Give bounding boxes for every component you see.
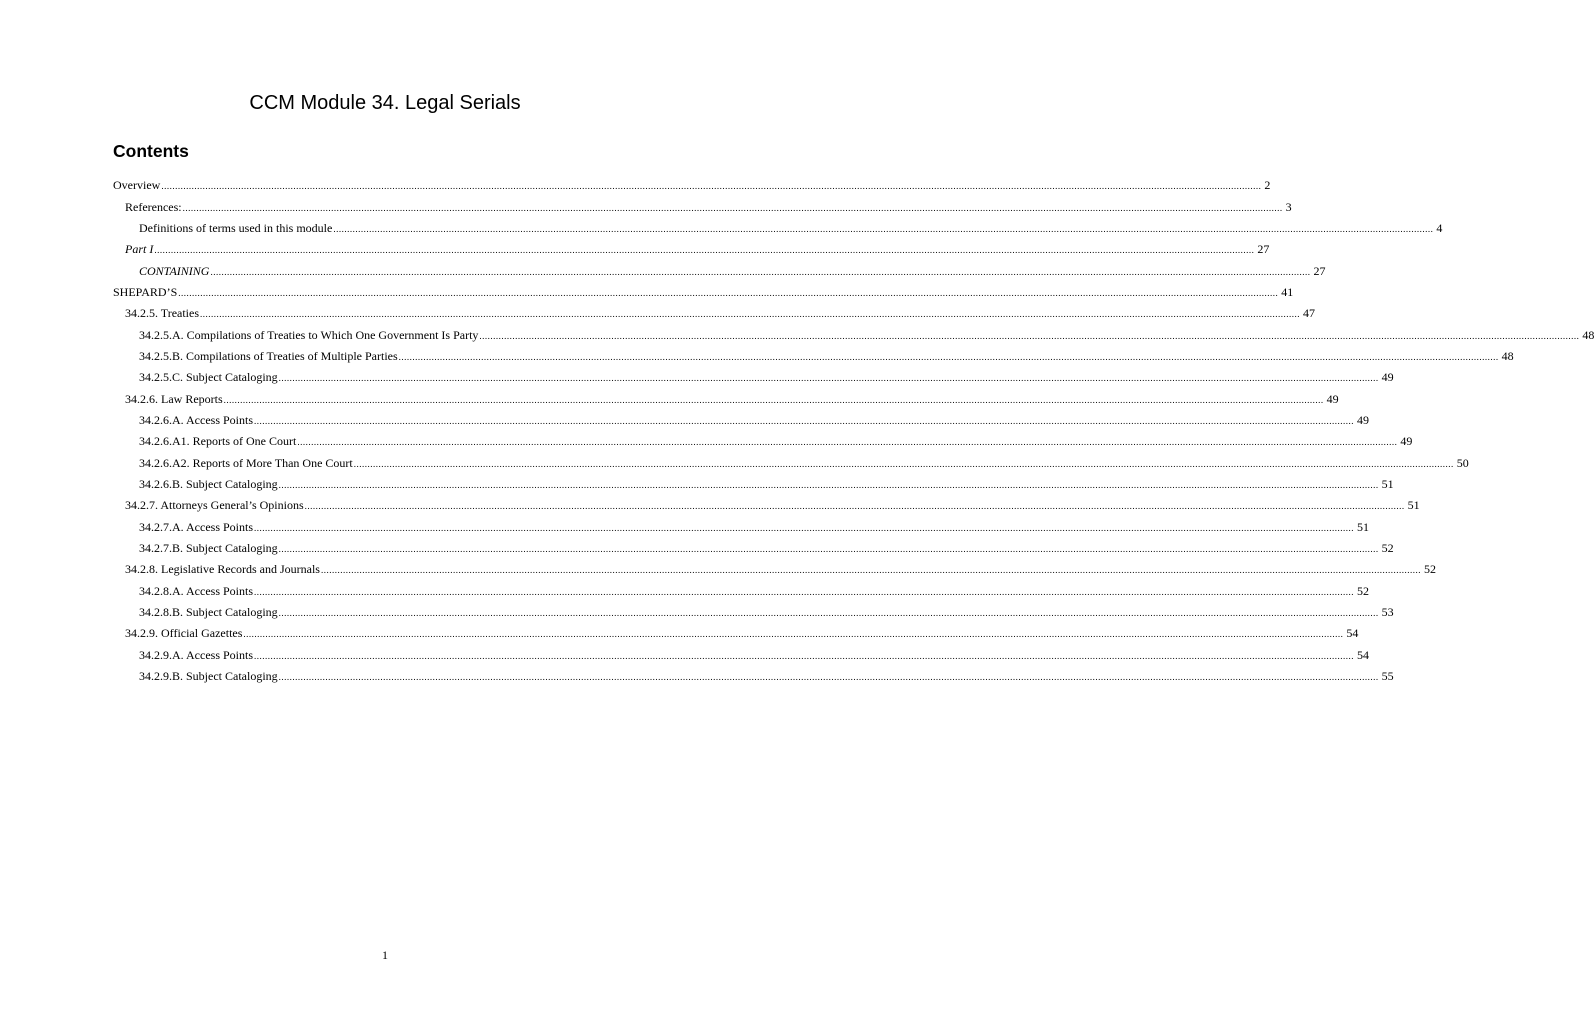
toc-entry-page[interactable]: 49 [1326,391,1339,406]
toc-entry-label[interactable]: 34.2.8. Legislative Records and Journals [125,562,320,577]
toc-entry[interactable] [0,559,1436,580]
page-title: CCM Module 34. Legal Serials [249,92,521,114]
toc-entry-label[interactable]: 34.2.8.B. Subject Cataloging [139,605,278,620]
toc-entry-page[interactable]: 54 [1357,647,1369,662]
toc-entry-page[interactable]: 52 [1381,541,1394,556]
toc-entry-label[interactable]: 34.2.6.A2. Reports of More Than One Court [139,455,353,470]
toc-entry[interactable] [0,239,1270,260]
toc-entry-line[interactable] [139,669,1394,684]
toc-entry-line[interactable] [139,327,1594,343]
dot-leader: ................................................................................................................................................................................................................................................................................................................................................................................................................ [479,330,1580,341]
toc-entry-label[interactable]: 34.2.5. Treaties [125,306,200,321]
toc-entry-line[interactable] [125,562,1436,577]
toc-entry-label[interactable]: 34.2.9. Official Gazettes [125,626,243,641]
dot-leader: ................................................................................................................................................................................................................................................................................................................................................................................................................ [182,202,1283,213]
toc-entry-page[interactable]: 3 [1285,199,1292,214]
toc-entry-page[interactable]: 54 [1346,626,1359,641]
toc-entry[interactable] [0,324,1594,345]
toc-entry-label[interactable]: 34.2.6. Law Reports [125,391,223,406]
toc-entry-label[interactable]: 34.2.6.A1. Reports of One Court [139,434,297,449]
dot-leader: ................................................................................................................................................................................................................................................................................................................................................................................................................ [210,266,1311,277]
dot-leader: ................................................................................................................................................................................................................................................................................................................................................................................................................ [223,394,1324,405]
toc-entry[interactable] [0,666,1394,687]
toc-entry-label[interactable]: 34.2.5.A. Compilations of Treaties to Which One Government Is Party [139,327,479,342]
toc-entry[interactable] [0,175,1271,196]
toc-entry[interactable] [0,538,1394,559]
dot-leader: ................................................................................................................................................................................................................................................................................................................................................................................................................ [398,351,1499,362]
toc-entry-label[interactable]: CONTAINING [139,263,210,278]
toc-entry[interactable] [0,517,1369,538]
dot-leader: ................................................................................................................................................................................................................................................................................................................................................................................................................ [297,437,1398,448]
toc-entry[interactable] [0,367,1394,388]
toc-entry-page[interactable]: 48 [1501,348,1514,363]
dot-leader: ................................................................................................................................................................................................................................................................................................................................................................................................................ [278,544,1379,555]
toc-entry-page[interactable]: 4 [1436,220,1443,235]
toc-entry-page[interactable]: 49 [1381,370,1394,385]
toc-entry-page[interactable]: 51 [1407,498,1420,513]
toc-entry-label[interactable]: 34.2.6.B. Subject Cataloging [139,476,278,491]
toc-entry-page[interactable]: 27 [1313,263,1326,278]
toc-entry-label[interactable]: 34.2.5.B. Compilations of Treaties of Multiple Parties [139,348,398,363]
dot-leader: ................................................................................................................................................................................................................................................................................................................................................................................................................ [320,565,1421,576]
toc-entry-line[interactable] [125,306,1316,321]
toc-entry-label[interactable]: 34.2.7.B. Subject Cataloging [139,541,278,556]
toc-entry[interactable] [0,474,1394,495]
dot-leader: ................................................................................................................................................................................................................................................................................................................................................................................................................ [278,608,1379,619]
toc-entry-line[interactable] [139,647,1369,663]
dot-leader: ................................................................................................................................................................................................................................................................................................................................................................................................................ [333,223,1434,234]
toc-entry-label[interactable]: SHEPARD’S [113,284,178,299]
dot-leader: ................................................................................................................................................................................................................................................................................................................................................................................................................ [161,181,1262,192]
toc-entry-page[interactable]: 47 [1303,306,1316,321]
toc-entry[interactable] [0,218,1443,239]
toc-entry[interactable] [0,410,1369,431]
toc-entry-line[interactable] [139,370,1394,385]
dot-leader: ................................................................................................................................................................................................................................................................................................................................................................................................................ [353,458,1454,469]
toc-entry[interactable] [0,431,1413,452]
dot-leader: ................................................................................................................................................................................................................................................................................................................................................................................................................ [200,309,1301,320]
toc-entry-line[interactable] [139,434,1413,449]
toc-entry-line[interactable] [113,178,1271,193]
toc-entry-label[interactable]: Overview [113,178,161,193]
toc-entry-line[interactable] [113,284,1294,300]
dot-leader: ................................................................................................................................................................................................................................................................................................................................................................................................................ [243,629,1344,640]
dot-leader: ................................................................................................................................................................................................................................................................................................................................................................................................................ [254,415,1354,426]
toc-entry[interactable] [0,645,1369,666]
toc-entry-line[interactable] [139,519,1369,535]
toc-entry-label[interactable]: 34.2.5.C. Subject Cataloging [139,370,278,385]
toc-entry-line[interactable] [139,220,1443,236]
toc-entry[interactable] [0,282,1294,303]
toc-entry-page[interactable]: 55 [1381,669,1394,684]
toc-entry[interactable] [0,495,1420,516]
toc-entry-page[interactable]: 41 [1281,284,1294,299]
toc-entry-label[interactable]: 34.2.8.A. Access Points [139,583,253,598]
toc-entry[interactable] [0,581,1369,602]
dot-leader: ................................................................................................................................................................................................................................................................................................................................................................................................................ [254,650,1354,661]
dot-leader: ................................................................................................................................................................................................................................................................................................................................................................................................................ [254,522,1354,533]
dot-leader: ................................................................................................................................................................................................................................................................................................................................................................................................................ [304,501,1405,512]
toc-entry-page[interactable]: 53 [1381,605,1394,620]
toc-entry-page[interactable]: 27 [1257,242,1270,257]
toc-entry-page[interactable]: 50 [1456,455,1469,470]
toc-entry-label[interactable]: 34.2.7. Attorneys General’s Opinions [125,498,304,513]
toc-entry-page[interactable]: 51 [1357,519,1369,534]
dot-leader: ................................................................................................................................................................................................................................................................................................................................................................................................................ [278,672,1379,683]
toc-entry[interactable] [0,346,1514,367]
toc-entry-line[interactable] [139,605,1394,620]
toc-entry-line[interactable] [139,541,1394,556]
dot-leader: ................................................................................................................................................................................................................................................................................................................................................................................................................ [278,373,1379,384]
toc-entry-line[interactable] [125,199,1292,215]
dot-leader: ................................................................................................................................................................................................................................................................................................................................................................................................................ [178,287,1279,298]
toc-entry-label[interactable]: 34.2.6.A. Access Points [139,412,253,427]
dot-leader: ................................................................................................................................................................................................................................................................................................................................................................................................................ [278,479,1379,490]
toc-entry-line[interactable] [125,626,1359,641]
toc-entry-line[interactable] [125,498,1420,513]
toc-entry-label[interactable]: Definitions of terms used in this module [139,220,333,235]
toc-entry-label[interactable]: 34.2.9.B. Subject Cataloging [139,669,278,684]
page-number: 1 [382,948,388,962]
toc-entry-page[interactable]: 49 [1357,412,1369,427]
toc-entry-label[interactable]: 34.2.7.A. Access Points [139,519,253,534]
dot-leader: ................................................................................................................................................................................................................................................................................................................................................................................................................ [154,245,1255,256]
toc-entry-line[interactable] [139,412,1369,428]
contents-heading: Contents [113,141,189,161]
toc-entry-page[interactable]: 49 [1400,434,1413,449]
toc-entry-line[interactable] [139,476,1394,492]
toc-entry[interactable] [0,452,1469,473]
dot-leader: ................................................................................................................................................................................................................................................................................................................................................................................................................ [254,586,1354,597]
toc-entry-page[interactable]: 2 [1264,178,1271,193]
toc-entry-line[interactable] [139,583,1369,599]
toc-entry-line[interactable] [125,242,1270,257]
toc-entry-label[interactable]: 34.2.9.A. Access Points [139,647,253,662]
toc-entry-line[interactable] [139,455,1469,471]
toc-entry-page[interactable]: 48 [1582,327,1594,342]
toc-entry-page[interactable]: 52 [1357,583,1369,598]
toc-entry[interactable] [0,623,1359,644]
toc-entry-label[interactable]: References: [125,199,182,214]
toc-entry[interactable] [0,196,1292,217]
toc-entry-page[interactable]: 51 [1381,476,1394,491]
toc-entry-label[interactable]: Part I [125,242,154,257]
toc-entry-line[interactable] [139,263,1326,279]
toc-entry-page[interactable]: 52 [1423,562,1436,577]
toc-entry-line[interactable] [125,391,1339,407]
toc-entry[interactable] [0,388,1339,409]
toc-entry[interactable] [0,303,1316,324]
toc-entry[interactable] [0,602,1394,623]
table-of-contents [0,175,1594,687]
toc-entry-line[interactable] [139,348,1514,364]
toc-entry[interactable] [0,260,1326,281]
